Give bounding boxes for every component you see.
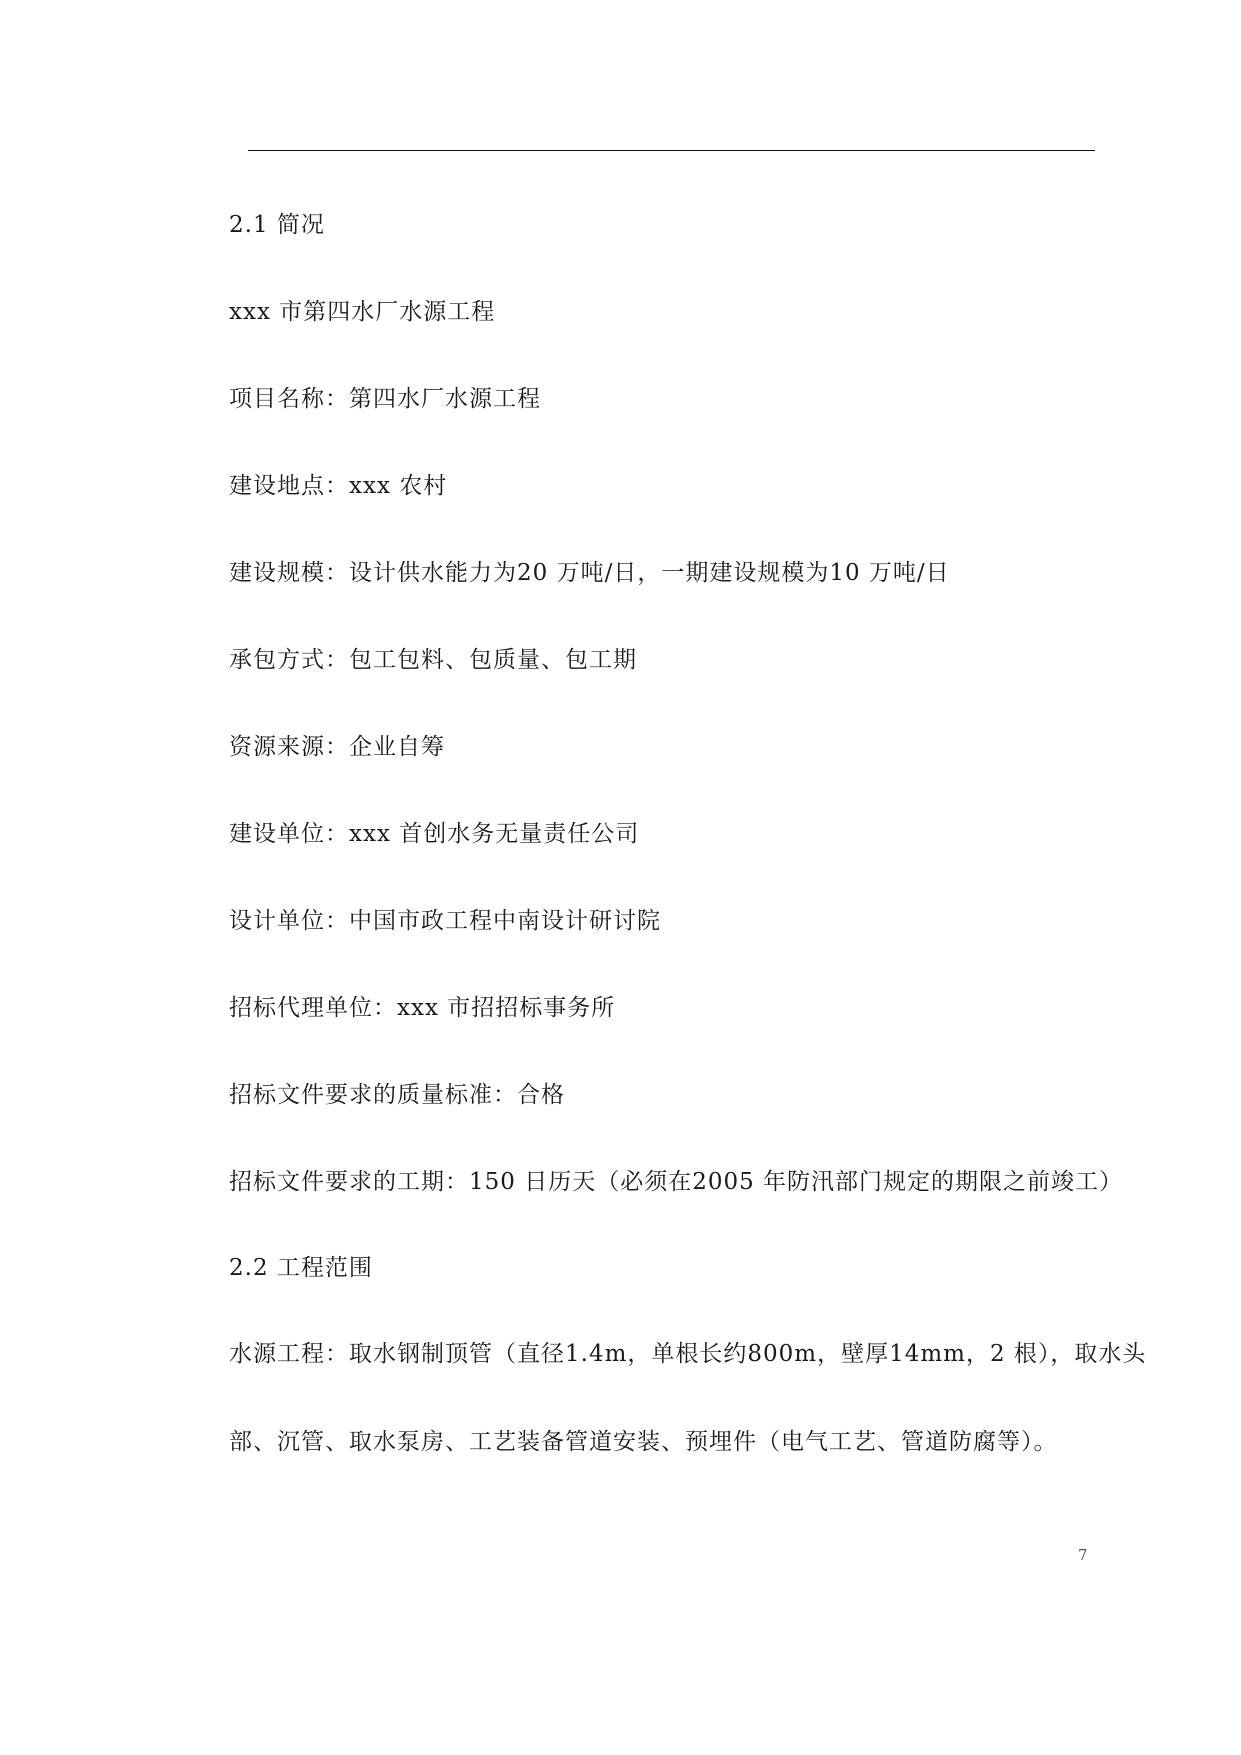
construction-site-line: 建设地点：xxx 农村 bbox=[229, 473, 448, 499]
construction-scale-line: 建设规模：设计供水能力为20 万吨/日，一期建设规模为10 万吨/日 bbox=[229, 560, 950, 586]
construction-period-line: 招标文件要求的工期：150 日历天（必须在2005 年防汛部门规定的期限之前竣工） bbox=[229, 1169, 1124, 1195]
header-rule bbox=[248, 150, 1095, 151]
project-title-line: xxx 市第四水厂水源工程 bbox=[229, 299, 496, 325]
section-heading-scope: 2.2 工程范围 bbox=[229, 1255, 373, 1281]
design-unit-line: 设计单位：中国市政工程中南设计研讨院 bbox=[229, 908, 661, 934]
scope-paragraph-line-1: 水源工程：取水钢制顶管（直径1.4m，单根长约800m，壁厚14mm，2 根），取水头 bbox=[229, 1341, 1147, 1367]
quality-standard-line: 招标文件要求的质量标准：合格 bbox=[229, 1082, 565, 1108]
owner-unit-line: 建设单位：xxx 首创水务无量责任公司 bbox=[229, 821, 640, 847]
project-name-line: 项目名称：第四水厂水源工程 bbox=[229, 386, 541, 412]
funding-source-line: 资源来源：企业自筹 bbox=[229, 734, 445, 760]
section-heading-overview: 2.1 简况 bbox=[229, 212, 325, 238]
tender-agent-line: 招标代理单位：xxx 市招招标事务所 bbox=[229, 995, 616, 1021]
page-number: 7 bbox=[1078, 1546, 1088, 1564]
contract-method-line: 承包方式：包工包料、包质量、包工期 bbox=[229, 647, 637, 673]
scope-paragraph-line-2: 部、沉管、取水泵房、工艺装备管道安装、预埋件（电气工艺、管道防腐等）。 bbox=[229, 1429, 1058, 1455]
